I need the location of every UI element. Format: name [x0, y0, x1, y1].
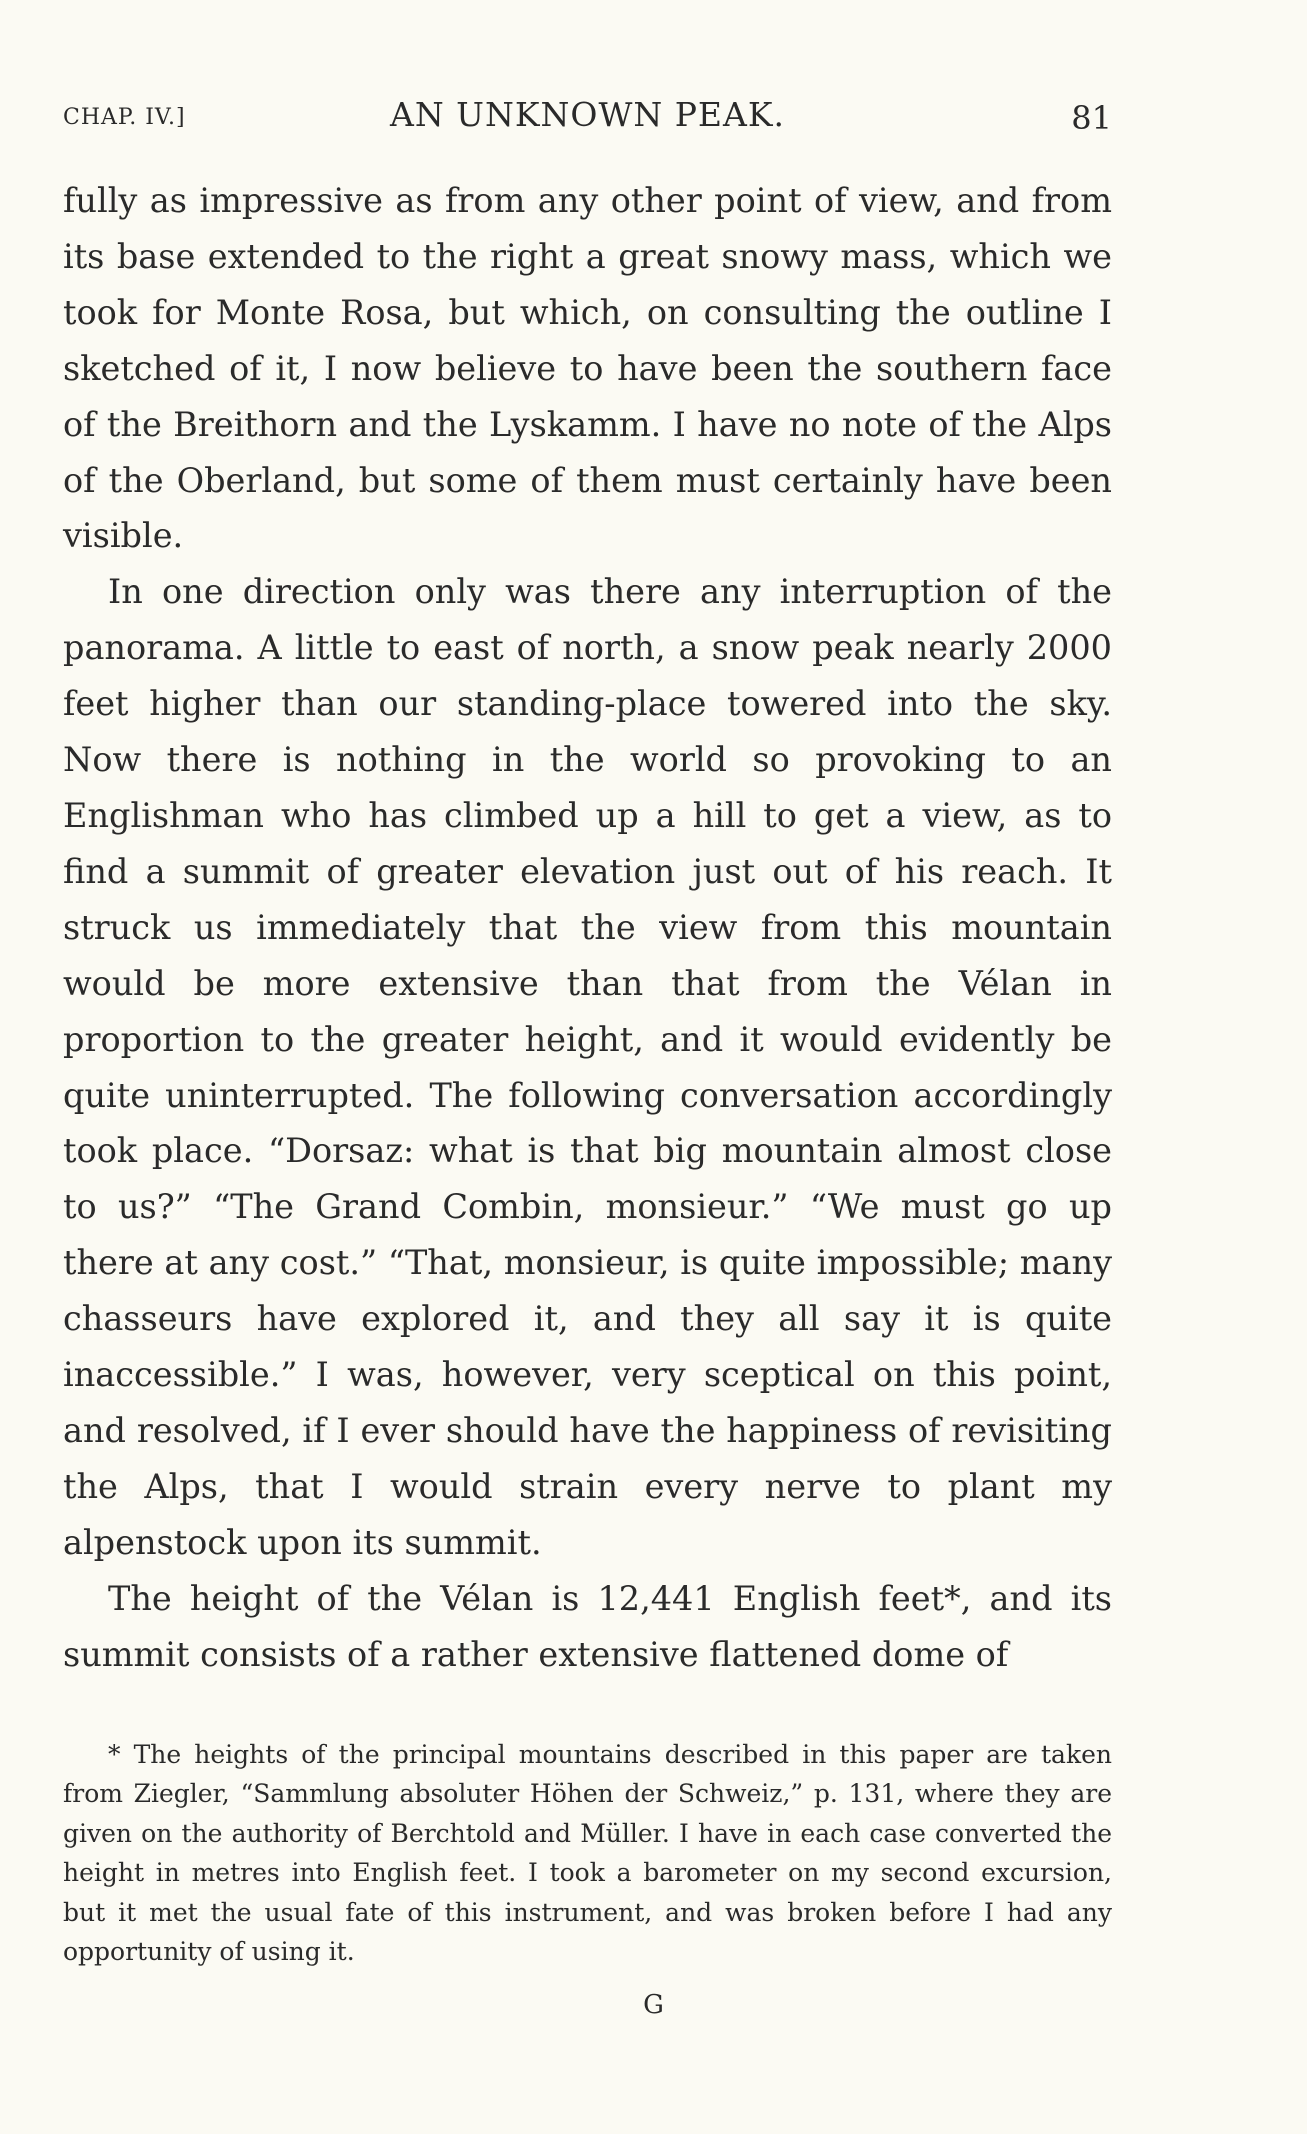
page-number: 81 — [1071, 99, 1112, 137]
signature-mark: G — [643, 1990, 664, 2020]
footnote: * The heights of the principal mountains described in this paper are taken from Ziegler, “Sammlung absoluter Höhen der Schweiz,” p. 131, where they are given on the authority of Berchtold and Müller. I have in each case converted the height in metres into English feet. I took a barometer on my second excursion, but it met the usual fate of this instrument, and was broken before I had any opportunity of using it. — [63, 1740, 1112, 1967]
paragraph: fully as impressive as from any other point of view, and from its base extended to the right a great snowy mass, which we took for Monte Rosa, but which, on consulting the outline I sketched of it, I now believe to have been the southern face of the Breithorn and the Lyskamm. I have no note of the Alps of the Oberland, but some of them must certainly have been visible. — [63, 181, 1112, 556]
chapter-label: CHAP. IV.] — [63, 105, 186, 130]
paragraph: The height of the Vélan is 12,441 English feet*, and its summit consists of a rather extensive flattened dome of — [63, 1578, 1112, 1674]
page — [63, 95, 1112, 1682]
paragraph: In one direction only was there any interruption of the panorama. A little to east of north, a snow peak nearly 2000 feet higher than our standing-place towered into the sky. Now there is nothing in the world so provoking to an Englishman who has climbed up a hill to get a view, as to find a summit of greater elevation just out of his reach. It struck us immediately that the view from this mountain would be more extensive than that from the Vélan in proportion to the greater height, and it would evidently be quite uninterrupted. The following conversation accordingly took place. “Dorsaz: what is that big mountain almost close to us?” “The Grand Combin, monsieur.” “We must go up there at any cost.” “That, monsieur, is quite impossible; many chasseurs have explored it, and they all say it is quite inaccessible.” I was, however, very sceptical on this point, and resolved, if I ever should have the happiness of revisiting the Alps, that I would strain every nerve to plant my alpenstock upon its summit. — [63, 572, 1112, 1562]
body-text — [63, 173, 1112, 1682]
running-head — [63, 95, 1112, 143]
running-title: AN UNKNOWN PEAK. — [389, 95, 786, 134]
